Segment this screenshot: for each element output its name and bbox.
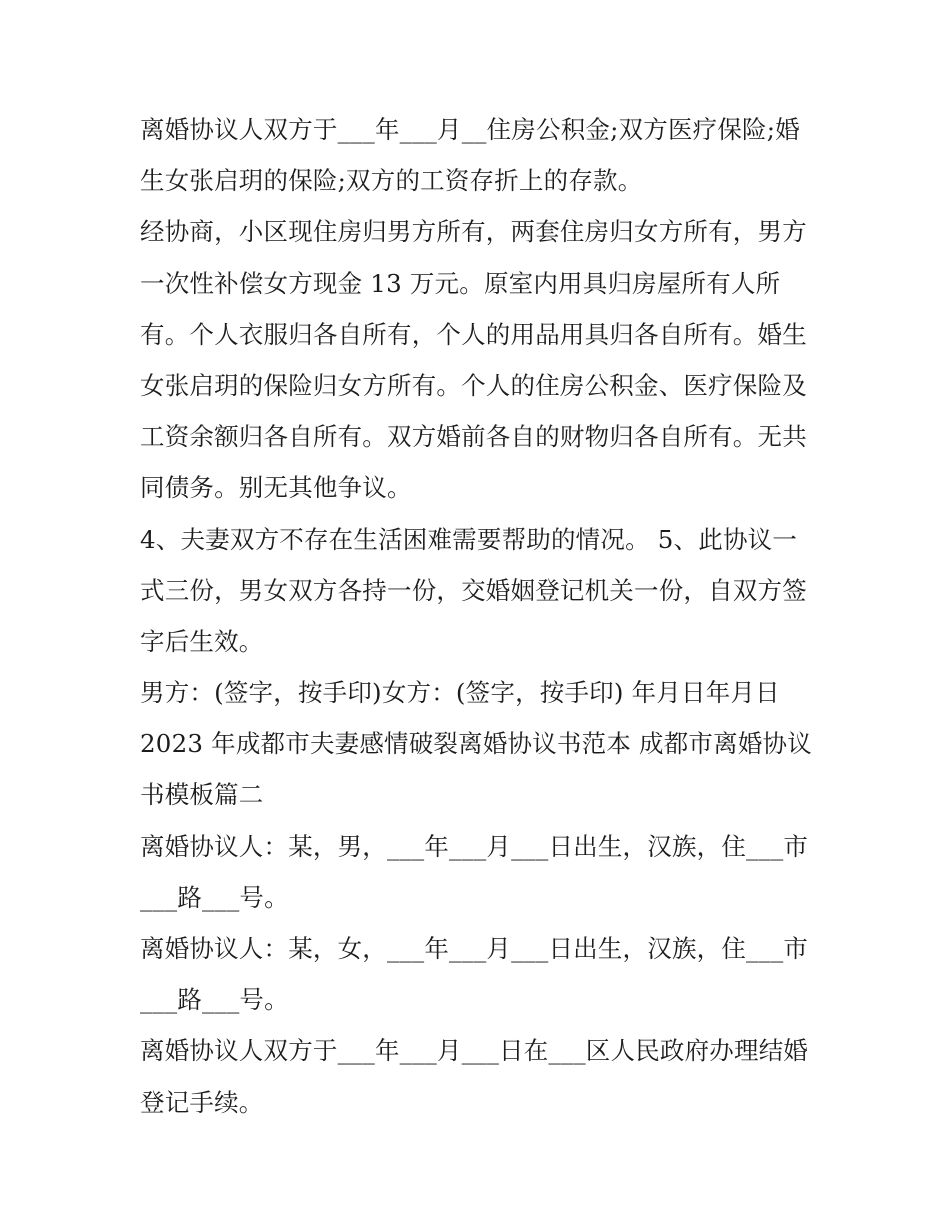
text-line: 离婚协议人：某，女，___年___月___日出生，汉族，住___市	[140, 934, 809, 963]
text-line: ___路___号。	[140, 882, 289, 912]
text-line: 4、夫妻双方不存在生活困难需要帮助的情况。 5、此协议一	[140, 524, 798, 554]
text-line: 离婚协议人双方于___年___月__住房公积金;双方医疗保险;婚	[140, 115, 800, 144]
text-line: 经协商，小区现住房归男方所有，两套住房归女方所有，男方	[140, 217, 807, 247]
text-line: 同债务。别无其他争议。	[140, 473, 412, 503]
text-line: 一次性补偿女方现金 13 万元。原室内用具归房屋所有人所	[140, 268, 781, 298]
text-line: 字后生效。	[140, 626, 264, 656]
text-line: ___路___号。	[140, 985, 289, 1015]
text-line: 2023 年成都市夫妻感情破裂离婚协议书范本 成都市离婚协议	[140, 729, 812, 759]
text-line: 离婚协议人双方于___年___月___日在___区人民政府办理结婚	[140, 1036, 809, 1066]
text-line: 生女张启玥的保险;双方的工资存折上的存款。	[140, 166, 643, 196]
text-line: 有。个人衣服归各自所有，个人的用品用具归各自所有。婚生	[140, 319, 807, 349]
text-line: 登记手续。	[140, 1087, 264, 1117]
document-body	[140, 104, 820, 1128]
text-line: 书模板篇二	[140, 780, 264, 810]
text-line: 男方：(签字，按手印)女方：(签字，按手印) 年月日年月日	[140, 678, 780, 708]
text-line: 女张启玥的保险归女方所有。个人的住房公积金、医疗保险及	[140, 370, 807, 400]
text-line: 式三份，男女双方各持一份，交婚姻登记机关一份，自双方签	[140, 575, 807, 605]
text-line: 离婚协议人：某，男，___年___月___日出生，汉族，住___市	[140, 831, 809, 861]
text-line: 工资余额归各自所有。双方婚前各自的财物归各自所有。无共	[140, 422, 807, 452]
